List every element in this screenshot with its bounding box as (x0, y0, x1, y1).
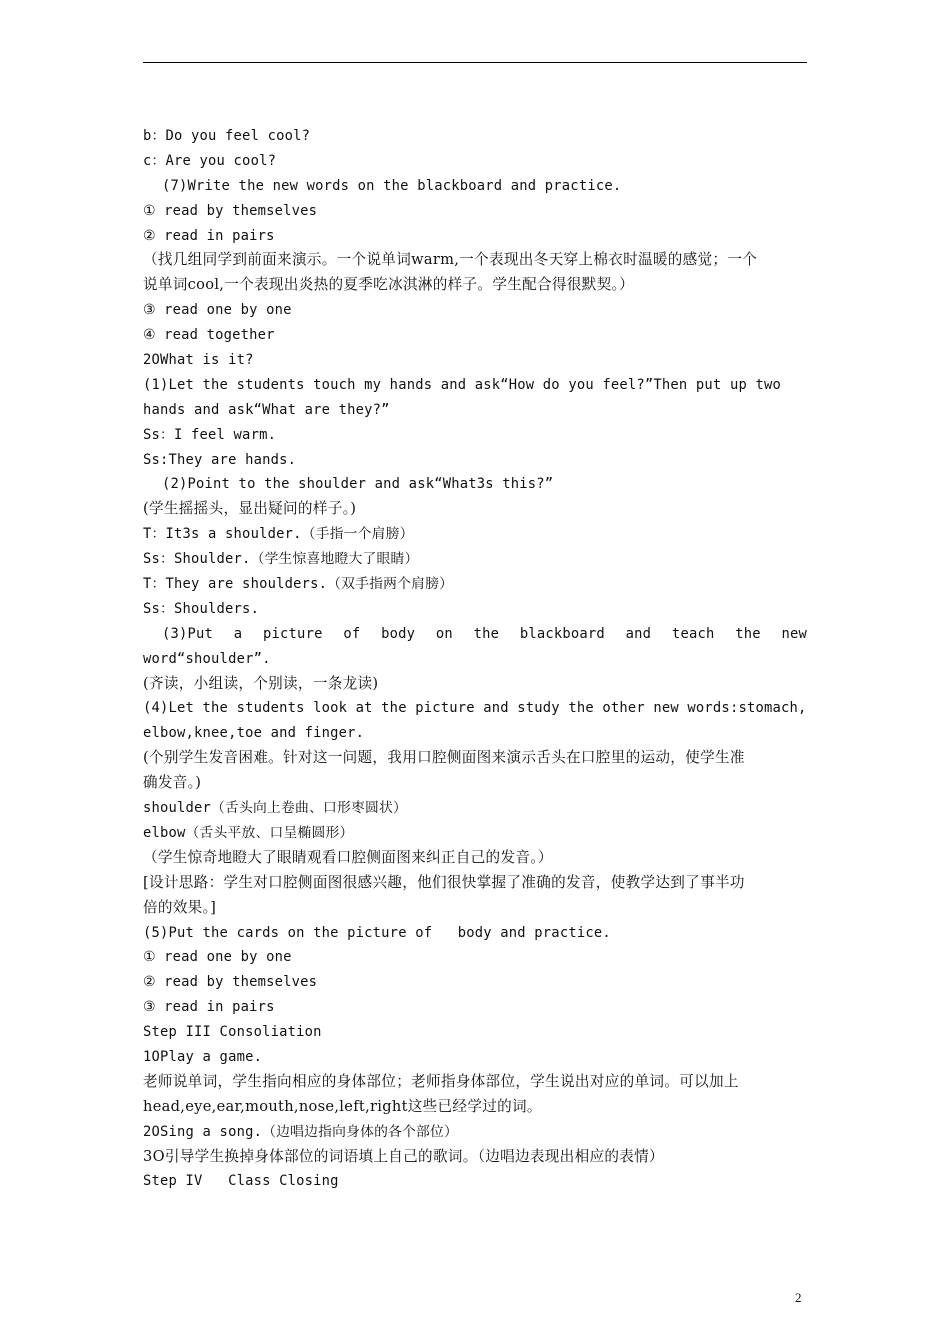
text-line: (齐读，小组读，个别读，一条龙读) (143, 674, 379, 692)
text-line: Ss：Shoulders. (143, 600, 260, 617)
text-line: (5)Put the cards on the picture of body and practice. (143, 924, 611, 941)
text-line: 2OWhat is it? (143, 352, 254, 369)
text-line: (3)Put a picture of body on the blackboard and teach the new (162, 625, 807, 642)
text-line: c：Are you cool? (143, 152, 277, 169)
text-line: 3O引导学生换掉身体部位的词语填上自己的歌词。（边唱边表现出相应的表情） (143, 1147, 664, 1165)
page-number: 2 (795, 1290, 802, 1305)
text-line: [设计思路：学生对口腔侧面图很感兴趣，他们很快掌握了准确的发音，使教学达到了事半功 (143, 873, 745, 891)
header-rule (143, 62, 807, 63)
text-line: Ss：I feel warm. (143, 426, 277, 443)
text-line: ① read one by one (143, 949, 292, 966)
text-line: elbow,knee,toe and finger. (143, 725, 365, 742)
text-line: head,eye,ear,mouth,nose,left,right这些已经学过的词。 (143, 1097, 542, 1115)
text-line: （找几组同学到前面来演示。一个说单词warm,一个表现出冬天穿上棉衣时温暖的感觉；一个 (143, 251, 758, 269)
text-line: word“shoulder”. (143, 650, 271, 667)
text-line: ④ read together (143, 327, 275, 344)
text-line: b：Do you feel cool? (143, 128, 311, 144)
text-line: Step III Consoliation (143, 1024, 322, 1041)
text-line: ② read in pairs (143, 227, 275, 244)
text-line: 老师说单词，学生指向相应的身体部位；老师指身体部位，学生说出对应的单词。可以加上 (143, 1072, 739, 1090)
text-line: 2OSing a song.（边唱边指向身体的各个部位） (143, 1123, 459, 1140)
text-line: ③ read in pairs (143, 999, 275, 1016)
text-line: hands and ask“What are they?” (143, 401, 390, 418)
text-line: 确发音。) (143, 774, 202, 792)
text-line: 倍的效果。] (143, 898, 217, 916)
text-line: (1)Let the students touch my hands and ask“How do you feel?”Then put up two (143, 376, 781, 393)
text-line: T：It3s a shoulder.（手指一个肩膀） (143, 526, 414, 543)
text-line: Ss:They are hands. (143, 451, 297, 468)
text-line: 1OPlay a game. (143, 1048, 263, 1065)
document-body (143, 124, 807, 1194)
text-line: Step IV Class Closing (143, 1173, 339, 1190)
text-line: (2)Point to the shoulder and ask“What3s this?” (162, 476, 554, 493)
text-line: ① read by themselves (143, 202, 318, 219)
text-line: T：They are shoulders.（双手指两个肩膀） (143, 576, 454, 593)
text-line: 说单词cool,一个表现出炎热的夏季吃冰淇淋的样子。学生配合得很默契。） (143, 276, 634, 294)
text-line: shoulder（舌头向上卷曲、口形枣圆状） (143, 800, 408, 817)
text-line: ③ read one by one (143, 302, 292, 319)
text-line: （学生惊奇地瞪大了眼睛观看口腔侧面图来纠正自己的发音。） (143, 848, 553, 866)
text-line: (7)Write the new words on the blackboard and practice. (162, 177, 622, 194)
text-line: (个别学生发音困难。针对这一问题，我用口腔侧面图来演示舌头在口腔里的运动，使学生准 (143, 749, 745, 767)
text-line: elbow（舌头平放、口呈椭圆形） (143, 824, 354, 841)
text-line: (4)Let the students look at the picture and study the other new words:stomach, (143, 700, 807, 717)
text-line: Ss：Shoulder.（学生惊喜地瞪大了眼睛） (143, 551, 419, 568)
text-line: (学生摇摇头，显出疑问的样子。) (143, 500, 357, 518)
text-line: ② read by themselves (143, 974, 318, 991)
